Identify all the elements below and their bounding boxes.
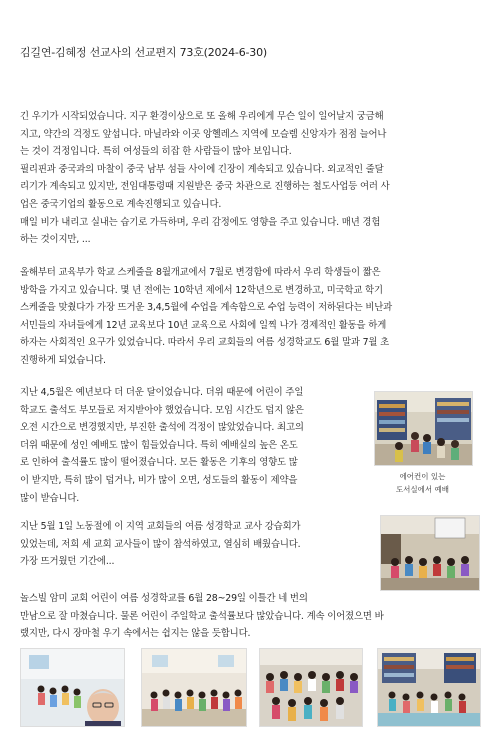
text-line: 업은 중국기업의 활동으로 계속진행되고 있습니다. [20, 198, 222, 210]
text-line: 더위 때문에 성인 예배도 많이 힘들었습니다. 특히 예배실의 높은 온도 [20, 439, 298, 451]
text-line: 만남으로 잘 마쳤습니다. 물론 어린이 주일학교 출석률보다 많았습니다. 계속 이어졌으면 바 [20, 610, 384, 622]
text-line: 있었는데, 저희 세 교회 교사들이 많이 참석하였고, 열심히 배웠습니다. [20, 538, 301, 550]
paragraph-hot-months [20, 384, 370, 507]
text-line: 하자는 사회적인 요구가 있었습니다. 따라서 우리 교회들의 여름 성경학교도 6월 말과 7월 초 [20, 337, 390, 349]
caption-line: 에어컨이 있는 [399, 472, 446, 481]
paragraph-teacher-seminar [20, 518, 370, 571]
text-line: 놀스빌 암미 교회 어린이 여름 성경학교를 6월 28~29일 이틀간 네 번의 [20, 593, 308, 604]
text-line: 오전 시간으로 변경했지만, 부진한 출석에 걱정이 많았었습니다. 최고의 [20, 422, 304, 434]
photo-library-service [374, 391, 473, 466]
text-line: 진행하게 되었습니다. [20, 354, 106, 366]
photo-vbs-hall [141, 648, 247, 727]
paragraph-vbs [20, 590, 470, 643]
caption-line: 도서실에서 예배 [395, 485, 450, 494]
text-line: 랬지만, 다시 장마철 우기 속에서는 쉽지는 않을 듯합니다. [20, 628, 251, 640]
text-line: 학교도 출석도 부모들로 저지받아야 했었습니다. 모임 시간도 덥지 않은 [20, 404, 304, 416]
text-line: 는 것이 걱정입니다. 특히 여성들의 히잡 한 사람들이 많아 보입니다. [20, 146, 292, 158]
text-line: 지난 4,5월은 예년보다 더 더운 달이었습니다. 더위 때문에 어린이 주일 [20, 387, 304, 398]
text-line: 많이 받습니다. [20, 492, 80, 504]
text-line: 올해부터 교육부가 학교 스케줄을 8월개교에서 7월로 변경함에 따라서 우리 학생들이 짧은 [20, 267, 381, 278]
photo-vbs-selfie [20, 648, 125, 727]
text-line: 서민들의 자녀들에게 12년 교육보다 10년 교육으로 사회에 일찍 나가 경제적인 활동을 하게 [20, 319, 387, 331]
text-line: 방학을 가지고 있습니다. 몇 년 전에는 10학년 제에서 12학년으로 변경하고, 미국학교 학기 [20, 284, 383, 296]
text-line: 리기가 계속되고 있지만, 전임대통령때 지원받은 중국 차관으로 진행하는 철도사업등 여러 사 [20, 181, 390, 193]
paragraph-school-schedule [20, 264, 470, 370]
text-line: 긴 우기가 시작되었습니다. 지구 환경이상으로 또 올해 우리에게 무슨 일이 일어날지 궁금해 [20, 111, 384, 122]
text-line: 매일 비가 내리고 실내는 습기로 가득하며, 우리 감정에도 영향을 주고 있습니다. 매년 경험 [20, 216, 381, 228]
text-line: 지고, 약간의 걱정도 앞섭니다. 마닐라와 이곳 앙헬레스 지역에 모슬렘 신앙자가 점점 늘어나 [20, 128, 387, 140]
photo-vbs-classroom [377, 648, 481, 727]
text-line: 지난 5월 1일 노동절에 이 지역 교회들의 여름 성경학교 교사 강습회가 [20, 521, 301, 532]
photo-caption [374, 470, 471, 496]
photo-vbs-crowd [259, 648, 363, 727]
text-line: 이 받지만, 특히 많이 덥거나, 비가 많이 오면, 성도들의 활동이 제약을 [20, 474, 298, 486]
text-line: 로 인하여 출석률도 많이 떨어졌습니다. 모든 활동은 기후의 영향도 많 [20, 457, 298, 469]
letter-title: 김길연-김혜정 선교사의 선교편지 73호(2024-6-30) [20, 46, 267, 59]
photo-teacher-seminar [380, 515, 480, 591]
text-line: 하는 것이지만, ... [20, 234, 91, 246]
text-line: 스케줄을 맞췄다가 가장 뜨거운 3,4,5월에 수업을 계속함으로 수업 능력이 저하된다는 비난과 [20, 302, 393, 314]
paragraph-rainy-season [20, 108, 470, 249]
text-line: 가장 뜨거웠던 기간에... [20, 556, 115, 568]
text-line: 필리핀과 중국과의 마찰이 중국 남부 섬들 사이에 긴장이 계속되고 있습니다. 외교적인 줄달 [20, 163, 384, 175]
